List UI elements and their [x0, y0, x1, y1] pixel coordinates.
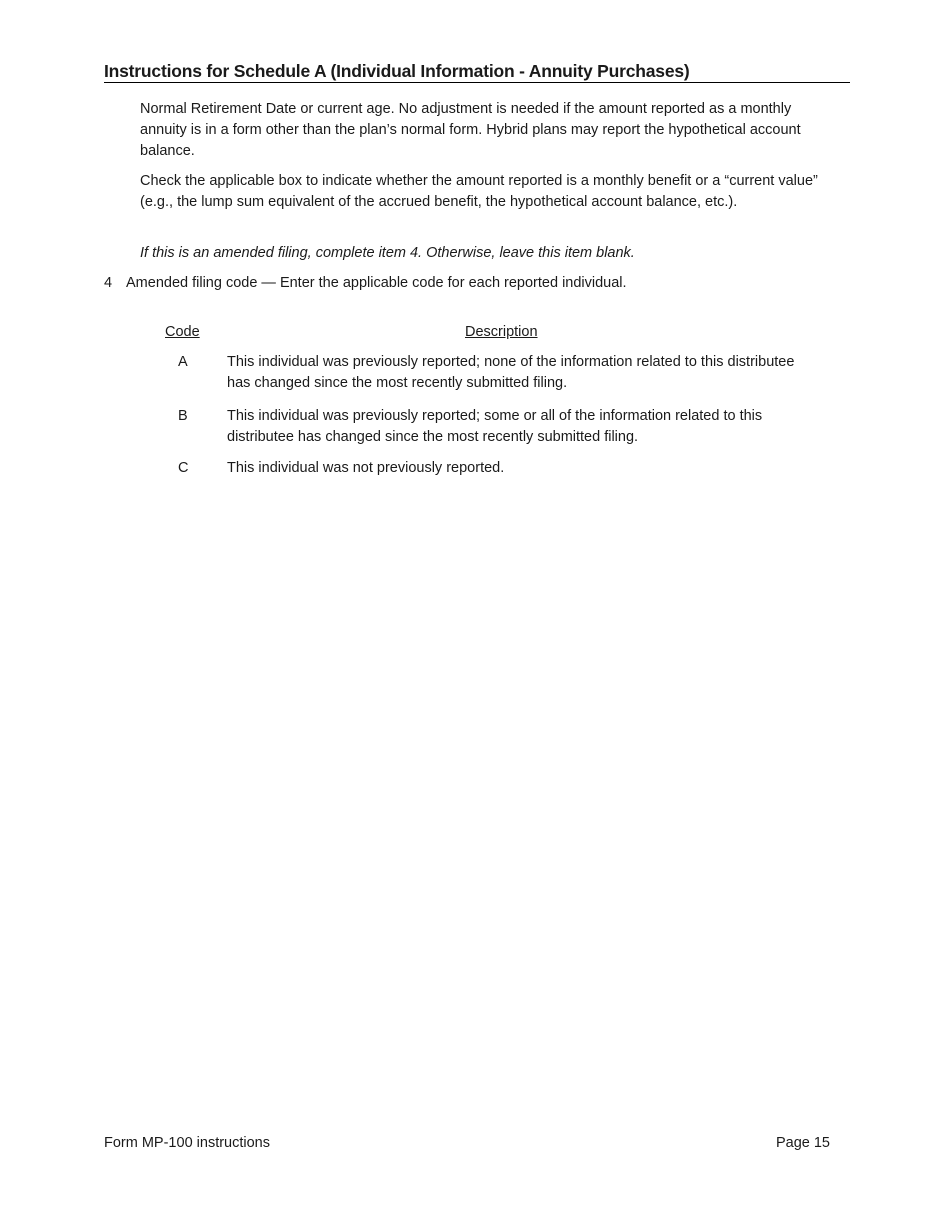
row-description: This individual was previously reported; none of the information related to this distributee has changed since the most recently submitted filing. [227, 354, 795, 391]
paragraph-check-box: Check the applicable box to indicate whether the amount reported is a monthly benefit or a “current value” (e.g., the lump sum equivalent of the accrued benefit, the hypothetical account balance, etc.). [140, 173, 818, 210]
row-description: This individual was not previously reported. [227, 460, 505, 476]
item-4 [104, 273, 824, 294]
table-row [0, 406, 950, 450]
row-code: C [178, 460, 189, 476]
item-4-text: Amended filing code — Enter the applicable code for each reported individual. [126, 275, 627, 291]
footer-page-number: Page 15 [775, 1135, 830, 1151]
code-column-header: Code [165, 324, 200, 340]
table-row [0, 458, 950, 502]
paragraph-amended-note: If this is an amended filing, complete item 4. Otherwise, leave this item blank. [140, 245, 635, 261]
row-description: This individual was previously reported; some or all of the information related to this distributee has changed since the most recently submitted filing. [227, 408, 763, 445]
footer-form-name: Form MP-100 instructions [104, 1135, 270, 1151]
table-row [0, 352, 950, 396]
row-code: B [178, 408, 188, 424]
paragraph-normal-retirement: Normal Retirement Date or current age. No adjustment is needed if the amount reported as a monthly annuity is in a form other than the plan’s normal form. Hybrid plans may report the hypothetical account balance. [140, 101, 801, 159]
description-column-header: Description [465, 324, 538, 340]
row-code: A [178, 354, 188, 370]
page-title: Instructions for Schedule A (Individual Information - Annuity Purchases) [104, 60, 850, 83]
item-4-number: 4 [104, 275, 113, 291]
